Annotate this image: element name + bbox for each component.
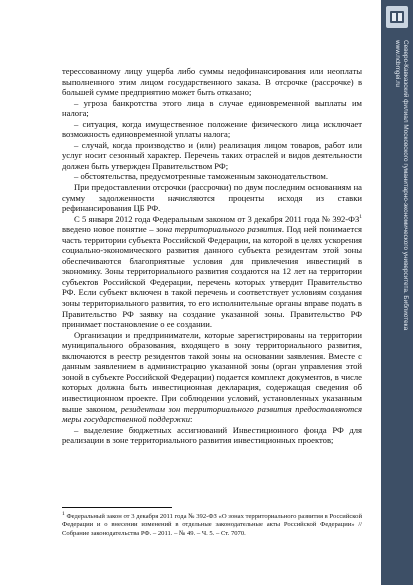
paragraph-4: – случай, когда производство и (или) реализация лицом товаров, работ или услуг носит сезонный характер. Перечень таких отраслей и видов деятельности должен быть утвержден Правительством РФ; xyxy=(62,139,362,171)
footnote-ref[interactable]: 1 xyxy=(359,213,362,220)
sidebar-caption-text: Северо-Кавказский филиал Московского гуманитарно-экономического университета. Библиотека xyxy=(402,40,409,331)
paragraph-6: При предоставлении отсрочки (рассрочки) по двум последним основаниям на сумму задолженности начисляются проценты исходя из ставки рефинансирования ЦБ РФ. xyxy=(62,182,362,214)
law-text-pre: С 5 января 2012 года Федеральным законом от 3 декабря 2011 года № 392-ФЗ xyxy=(74,213,360,224)
paragraph-org xyxy=(62,330,362,425)
paragraph-3: – ситуация, когда имущественное положение физического лица исключает возможность единовременной уплаты налога; xyxy=(62,118,362,140)
footnote-text: Федеральный закон от 3 декабря 2011 года № 392-ФЗ «О зонах территориального развития в Российской Федерации и о внесении изменений в отдельные законодательные акты Российской Федерации» // Собрание законодательства РФ. – 2011. – № 49. – Ч. 5. – Ст. 7070. xyxy=(62,513,362,537)
paragraph-law xyxy=(62,214,362,330)
law-text-mid: введено новое понятие – xyxy=(62,224,157,235)
body-text xyxy=(62,66,362,446)
term-emphasis: зона территориального развития xyxy=(156,224,282,235)
footnote-mark: 1 xyxy=(62,510,65,517)
paragraph-2: – угроза банкротства этого лица в случае единовременной выплаты им налога; xyxy=(62,97,362,119)
paragraph-last: – выделение бюджетных ассигнований Инвестиционного фонда РФ для реализации в зоне территориального развития инвестиционных проектов; xyxy=(62,424,362,446)
org-text-post: : xyxy=(190,414,193,425)
library-sidebar xyxy=(381,0,413,585)
law-text-post: . Под ней понимается часть территории субъекта Российской Федерации, на которой в целях ускорения социально-экономического развития данного субъекта резидентам этой зоны обеспечиваются благоприятные условия для привлечения инвестиций в экономику. Зоны территориального развития создаются на 12 лет на территории субъектов Российской Федерации, перечень которых утвердит Правительство РФ. Если субъект включен в такой перечень и соответствует условиям создания зоны территориального развития, то его исполнительные органы вправе подать в Правительство РФ заявку на создание указанной зоны. Правительство РФ принимает постановление о ее создании. xyxy=(62,224,362,330)
sidebar-url[interactable]: www.ncbmgei.ru xyxy=(394,40,401,87)
paragraph-1: терессованному лицу ущерба либо суммы недофинансирования или неоплаты выполненного этим лицом государственного заказа. В отсрочке (рассрочке) в большей сумме предприятию может быть отказано; xyxy=(62,66,362,98)
footnote xyxy=(62,510,362,538)
org-text-pre: Организации и предприниматели, которые зарегистрированы на территории муниципального образования, входящего в зону территориального развития, включаются в реестр резидентов такой зоны на основании заявления. Вместе с данным заявлением в администрацию указанной зоны (орган управления этой зоной в субъекте Российской Федерации) подается комплект документов, в числе которых должна быть инвестиционная декларация, содержащая сведения об инвестиционном проекте. При соблюдении условий, установленных указанным выше законом, xyxy=(62,329,362,414)
footnote-divider xyxy=(62,507,172,508)
sidebar-caption xyxy=(393,40,409,580)
paragraph-5: – обстоятельства, предусмотренные таможенным законодательством. xyxy=(74,171,328,182)
support-emphasis: резидентам зон территориального развития предоставляются меры государственной поддержки xyxy=(62,403,362,425)
library-logo-icon xyxy=(386,6,408,28)
